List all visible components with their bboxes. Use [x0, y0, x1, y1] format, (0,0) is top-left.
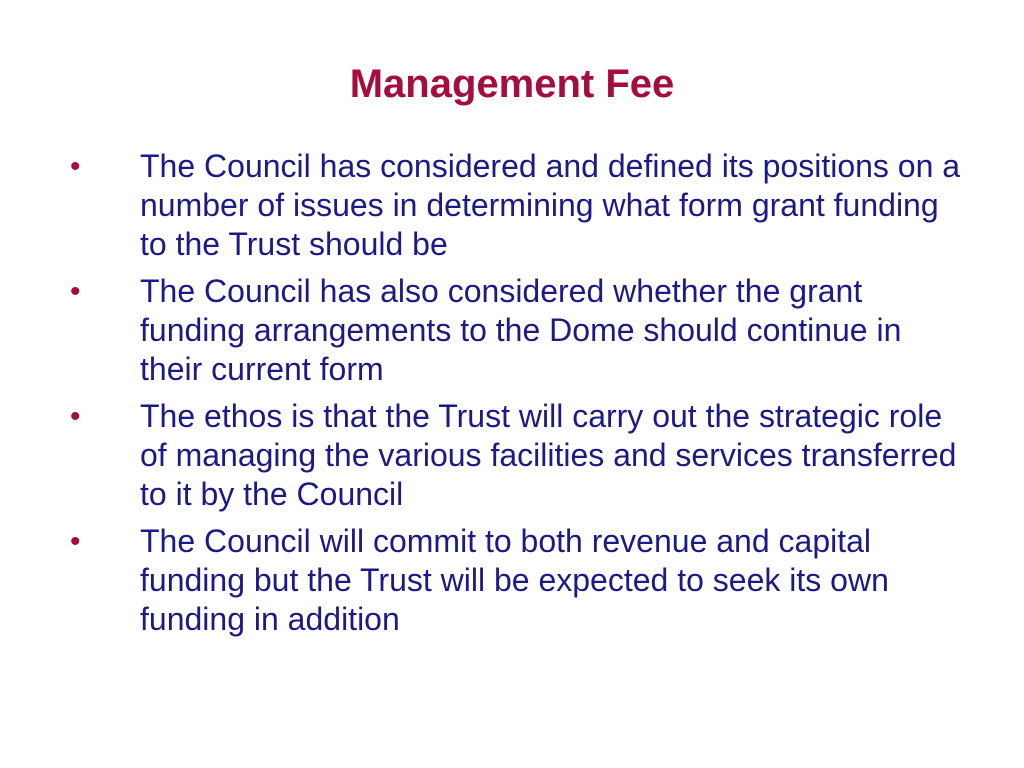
bullet-list	[62, 147, 962, 647]
list-item	[62, 272, 962, 389]
bullet-icon: •	[70, 525, 81, 558]
bullet-text: The ethos is that the Trust will carry out the strategic role of managing the various facilities and services transferred to it by the Council	[140, 398, 957, 512]
bullet-text: The Council will commit to both revenue and capital funding but the Trust will be expected to seek its own funding in addition	[140, 523, 889, 637]
list-item	[62, 522, 962, 639]
list-item	[62, 147, 962, 264]
bullet-icon: •	[70, 400, 81, 433]
bullet-text: The Council has also considered whether the grant funding arrangements to the Dome should continue in their current form	[140, 273, 902, 387]
list-item	[62, 397, 962, 514]
bullet-icon: •	[70, 150, 81, 183]
slide-title: Management Fee	[349, 62, 675, 106]
bullet-text: The Council has considered and defined its positions on a number of issues in determining what form grant funding to the Trust should be	[140, 148, 961, 262]
bullet-icon: •	[70, 275, 81, 308]
